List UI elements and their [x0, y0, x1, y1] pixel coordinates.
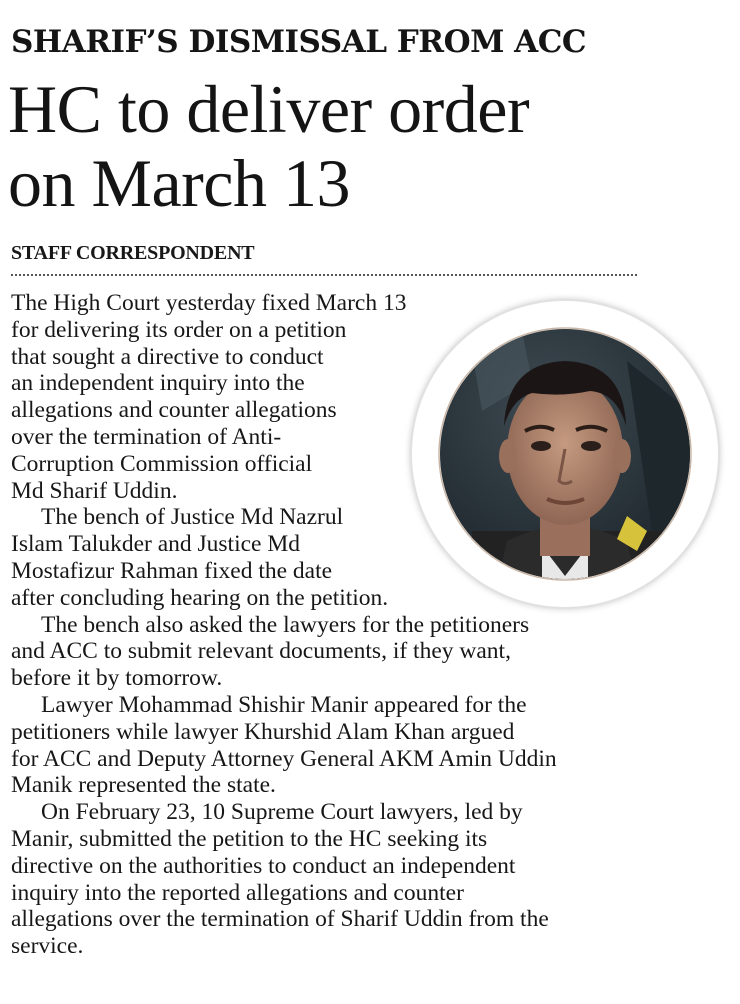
body-line: Manir, submitted the petition to the HC seeking its: [11, 825, 488, 852]
body-line: that sought a directive to conduct: [11, 343, 324, 370]
dotted-divider: [11, 274, 637, 276]
body-line: Mostafizur Rahman fixed the date: [11, 557, 333, 584]
body-line: directive on the authorities to conduct an independent: [11, 852, 516, 879]
headline-line-1: HC to deliver order: [8, 71, 530, 147]
headline-line-2: on March 13: [8, 145, 350, 221]
body-line: The bench of Justice Md Nazrul: [41, 504, 344, 531]
article-byline: STAFF CORRESPONDENT: [11, 242, 255, 264]
body-line: Md Sharif Uddin.: [11, 477, 178, 504]
body-line: inquiry into the reported allegations and counter: [11, 879, 464, 906]
body-line: over the termination of Anti-: [11, 423, 282, 450]
body-line: and ACC to submit relevant documents, if they want,: [11, 638, 511, 665]
body-line: allegations and counter allegations: [11, 397, 337, 424]
body-line: for ACC and Deputy Attorney General AKM Amin Uddin: [11, 745, 557, 772]
article-headline: [8, 72, 529, 220]
body-line: after concluding hearing on the petition.: [11, 584, 389, 611]
portrait-photo-icon: [412, 301, 718, 607]
body-line: Corruption Commission official: [11, 450, 313, 477]
body-line: The bench also asked the lawyers for the petitioners: [41, 611, 530, 638]
body-line: The High Court yesterday fixed March 13: [11, 290, 407, 316]
article-kicker: SHARIF’S DISMISSAL FROM ACC: [11, 24, 587, 60]
body-line: before it by tomorrow.: [11, 665, 223, 692]
body-line: for delivering its order on a petition: [11, 316, 347, 343]
body-line: Lawyer Mohammad Shishir Manir appeared for the: [41, 691, 527, 718]
body-line: an independent inquiry into the: [11, 370, 305, 397]
body-line: On February 23, 10 Supreme Court lawyers, led by: [41, 799, 523, 826]
body-line: petitioners while lawyer Khurshid Alam Khan argued: [11, 718, 515, 745]
portrait-illustration: [412, 301, 718, 607]
body-line: Islam Talukder and Justice Md: [11, 531, 300, 558]
body-line: allegations over the termination of Sharif Uddin from the: [11, 906, 549, 933]
body-line: service.: [11, 933, 84, 960]
body-line: Manik represented the state.: [11, 772, 276, 799]
